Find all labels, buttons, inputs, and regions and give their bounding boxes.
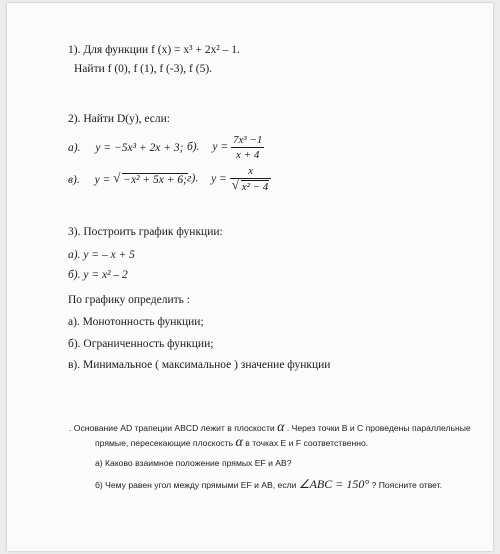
task1-line1: 1). Для функции f (x) = x³ + 2x² – 1. — [68, 44, 240, 56]
task4-angle-expr: ∠ABC = 150° — [298, 477, 370, 491]
task2-b-numerator: 7x³ −1 — [233, 134, 263, 146]
task3-item-a: а). Монотонность функции; — [68, 316, 204, 328]
task4-question-b — [95, 477, 442, 492]
task2-item-b — [187, 134, 264, 161]
task3-item-c: в). Минимальное ( максимальное ) значение функции — [68, 359, 331, 371]
task2-item-c — [68, 170, 188, 186]
task4-line2-post: в точках E и F соответственно. — [245, 438, 369, 448]
task2-d-numerator: x — [230, 165, 272, 179]
task2-b-fraction — [231, 134, 264, 161]
task2-d-radicand: x² − 4 — [241, 181, 269, 193]
task4-question-a: а) Каково взаимное положение прямых EF и AB? — [95, 458, 292, 468]
sqrt-sign-icon: √ — [113, 170, 121, 185]
task2-item-d — [187, 165, 271, 193]
task2-c-lhs: y = — [94, 174, 111, 186]
task2-b-lhs: y = — [212, 141, 229, 154]
task2-b-denominator: x + 4 — [236, 149, 260, 161]
task4-line1-post: . Через точки B и C проведены параллельные — [286, 423, 471, 433]
task4-line1-pre: . Основание AD трапеции ABCD лежит в плоскости — [69, 423, 275, 433]
task4-line2-pre: прямые, пересекающие плоскость — [95, 438, 234, 448]
task4-alpha-2: α — [235, 435, 243, 450]
task3-function-b: б). y = x² – 2 — [68, 269, 128, 281]
task2-b-label: б). — [187, 141, 200, 154]
task2-d-label: г). — [187, 172, 199, 185]
task3-item-b: б). Ограниченность функции; — [68, 338, 214, 350]
task1-line2: Найти f (0), f (1), f (-3), f (5). — [74, 63, 213, 75]
task4-q-b-pre: б) Чему равен угол между прямыми EF и AB, если — [95, 480, 297, 490]
task3-subheading: По графику определить : — [68, 294, 190, 306]
task2-c-label: в). — [68, 174, 80, 186]
task2-d-lhs: y = — [211, 172, 227, 185]
task2-d-denominator — [230, 179, 272, 193]
worksheet-page — [7, 3, 493, 551]
task4-line1 — [69, 420, 471, 436]
task4-line2 — [95, 435, 368, 451]
sqrt-sign-icon: √ — [231, 177, 239, 192]
task3-function-a: а). y = – x + 5 — [68, 249, 135, 261]
task3-heading: 3). Построить график функции: — [68, 226, 223, 238]
task2-a-expr: y = −5x³ + 2x + 3; — [95, 142, 184, 154]
task2-heading: 2). Найти D(y), если: — [68, 113, 170, 125]
task4-q-b-post: ? Поясните ответ. — [371, 480, 443, 490]
task2-item-a — [68, 142, 183, 154]
task2-d-sqrt — [231, 177, 270, 193]
task4-alpha: α — [277, 420, 285, 435]
task2-d-fraction — [230, 165, 272, 193]
task2-c-sqrt — [113, 170, 188, 186]
task2-a-label: а). — [68, 142, 81, 154]
task2-c-radicand: −x² + 5x + 6; — [123, 174, 187, 186]
